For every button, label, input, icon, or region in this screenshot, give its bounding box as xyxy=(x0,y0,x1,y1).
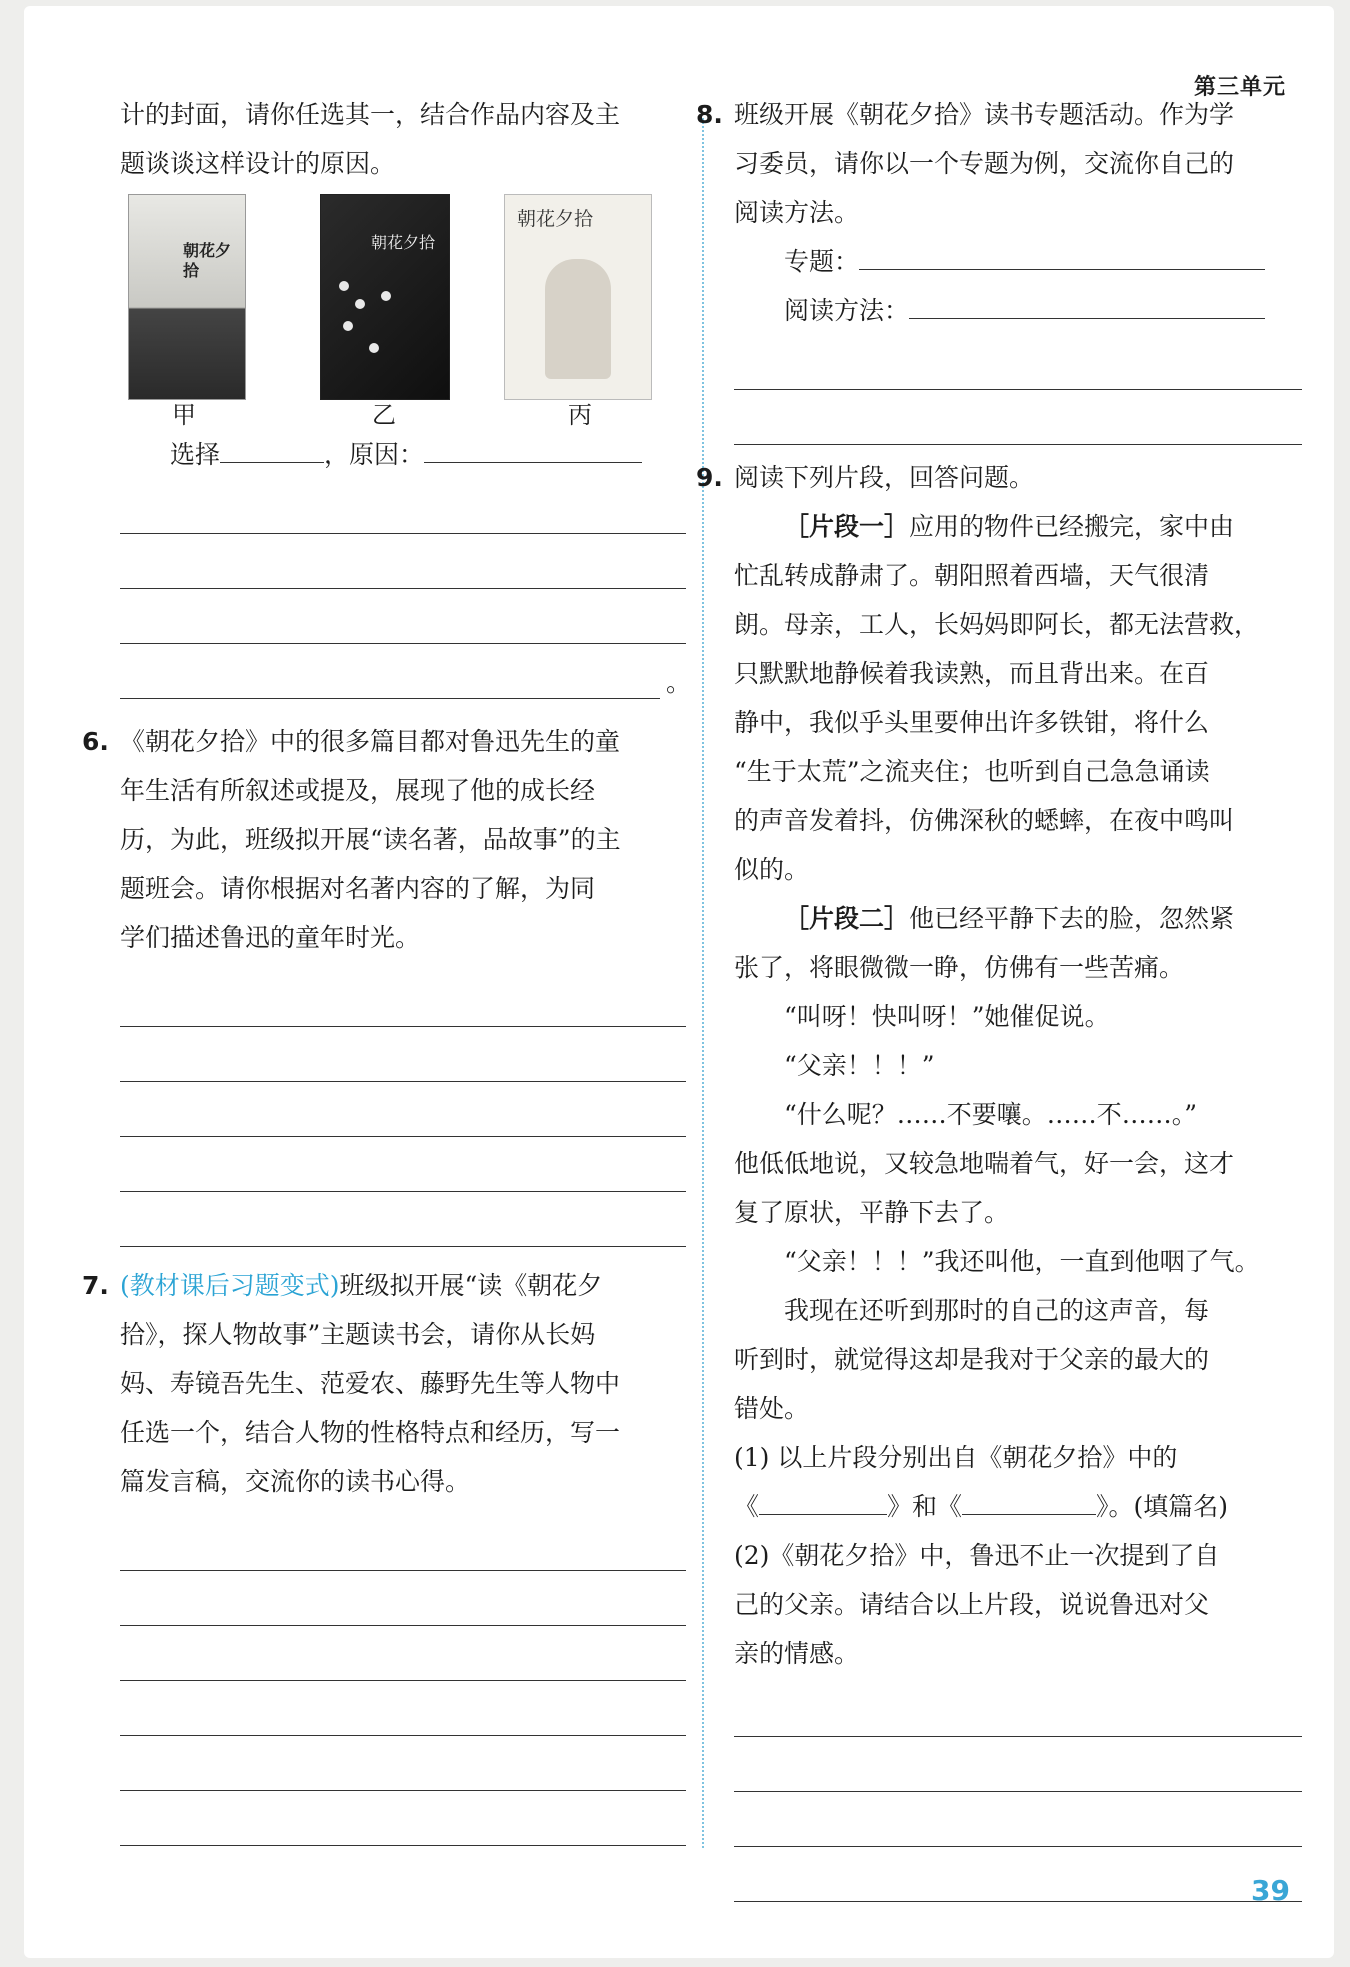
q8-line: 班级开展《朝花夕拾》读书专题活动。作为学 xyxy=(734,100,1235,129)
segment-tag: ［片段二］ xyxy=(784,904,910,933)
title-blank-1[interactable] xyxy=(759,1488,887,1515)
passage-one xyxy=(734,502,1302,894)
passage-two xyxy=(734,894,1302,1433)
blossom-decoration xyxy=(343,321,353,331)
passage-line: 忙乱转成静肃了。朝阳照着西墙，天气很清 xyxy=(734,561,1210,590)
passage-line: “父亲！！！”我还叫他，一直到他咽了气。 xyxy=(784,1247,1260,1276)
passage-line: 复了原状，平静下去了。 xyxy=(734,1198,1010,1227)
reason-blank[interactable] xyxy=(424,436,642,463)
answer-line-final xyxy=(120,644,692,699)
answer-line[interactable] xyxy=(120,1571,686,1626)
passage-line: 的声音发着抖，仿佛深秋的蟋蟀，在夜中鸣叫 xyxy=(734,806,1235,835)
passage-line: 他已经平静下去的脸，忽然紧 xyxy=(909,904,1235,933)
answer-line[interactable] xyxy=(120,1082,686,1137)
cover-label-yi: 乙 xyxy=(372,401,396,429)
dialogue-line: “什么呢？……不要嚷。……不……。” xyxy=(784,1100,1198,1129)
cover-bing-image xyxy=(504,194,652,400)
answer-line[interactable] xyxy=(734,1847,1302,1902)
question-8 xyxy=(696,90,1302,335)
q6-line: 《朝花夕拾》中的很多篇目都对鲁迅先生的童 xyxy=(120,727,621,756)
dialogue-line: “叫呀！快叫呀！”她催促说。 xyxy=(784,1002,1110,1031)
q8-line: 习委员，请你以一个专题为例，交流你自己的 xyxy=(734,149,1235,178)
choose-label: 选择 xyxy=(170,440,221,469)
answer-line[interactable] xyxy=(120,972,686,1027)
answer-line[interactable] xyxy=(734,1682,1302,1737)
answer-line[interactable] xyxy=(734,1737,1302,1792)
sub-question-2: 己的父亲。请结合以上片段，说说鲁迅对父 xyxy=(734,1590,1210,1619)
passage-line: 朗。母亲，工人，长妈妈即阿长，都无法营救， xyxy=(734,610,1260,639)
q6-line: 学们描述鲁迅的童年时光。 xyxy=(120,923,421,952)
sub-question-1-blanks xyxy=(734,1482,1302,1531)
answer-line[interactable] xyxy=(120,1736,686,1791)
q5-choice-row xyxy=(120,430,686,479)
question-number: 7. xyxy=(82,1271,109,1300)
bracket-open: 《 xyxy=(734,1492,760,1521)
choice-blank[interactable] xyxy=(220,436,324,463)
unit-title: 第三单元 xyxy=(1193,75,1286,100)
question-number: 6. xyxy=(82,727,109,756)
answer-line[interactable] xyxy=(120,479,686,534)
method-row xyxy=(734,286,1302,335)
topic-row xyxy=(734,237,1302,286)
cover-label-jia: 甲 xyxy=(172,401,196,429)
q7-line: 班级拟开展“读《朝花夕 xyxy=(339,1271,603,1300)
method-blank[interactable] xyxy=(909,292,1265,319)
answer-line[interactable] xyxy=(120,1137,686,1192)
cover-yi-image xyxy=(320,194,450,400)
answer-line[interactable] xyxy=(120,589,686,644)
passage-line: 静中，我似乎头里要伸出许多铁钳，将什么 xyxy=(734,708,1210,737)
dialogue-line: “父亲！！！” xyxy=(784,1051,935,1080)
passage-line: 只默默地静候着我读熟，而且背出来。在百 xyxy=(734,659,1210,688)
blossom-decoration xyxy=(381,291,391,301)
bracket-mid: 》和《 xyxy=(887,1492,963,1521)
end-mark: 。 xyxy=(666,668,692,697)
q9-intro: 阅读下列片段，回答问题。 xyxy=(734,463,1035,492)
passage-line: “生于太荒”之流夹住；也听到自己急急诵读 xyxy=(734,757,1210,786)
passage-line: 张了，将眼微微一睁，仿佛有一些苦痛。 xyxy=(734,953,1185,982)
q6-line: 年生活有所叙述或提及，展现了他的成长经 xyxy=(120,776,596,805)
segment-tag: ［片段一］ xyxy=(784,512,910,541)
answer-line[interactable] xyxy=(120,644,660,699)
question-7 xyxy=(82,1261,686,1506)
q5-text-line: 题谈谈这样设计的原因。 xyxy=(120,149,396,178)
answer-line[interactable] xyxy=(120,1516,686,1571)
blossom-decoration xyxy=(355,299,365,309)
right-column xyxy=(696,90,1302,1902)
blossom-decoration xyxy=(339,281,349,291)
topic-blank[interactable] xyxy=(859,243,1265,270)
q8-line: 阅读方法。 xyxy=(734,198,860,227)
answer-line[interactable] xyxy=(120,534,686,589)
answer-line[interactable] xyxy=(120,1192,686,1247)
question-number: 8. xyxy=(696,100,723,129)
answer-line[interactable] xyxy=(734,1792,1302,1847)
answer-line[interactable] xyxy=(120,1791,686,1846)
left-column xyxy=(82,90,692,1846)
passage-line: 我现在还听到那时的自己的这声音，每 xyxy=(784,1296,1210,1325)
passage-line: 他低低地说，又较急地喘着气，好一会，这才 xyxy=(734,1149,1235,1178)
textbook-hint: (教材课后习题变式) xyxy=(120,1271,340,1300)
answer-line[interactable] xyxy=(120,1027,686,1082)
bracket-end: 》。(填篇名) xyxy=(1096,1492,1229,1521)
answer-line[interactable] xyxy=(120,1681,686,1736)
answer-line[interactable] xyxy=(120,1626,686,1681)
answer-line[interactable] xyxy=(734,390,1302,445)
reason-label: ，原因： xyxy=(324,440,425,469)
cover-title: 朝花夕拾 xyxy=(517,208,594,230)
q7-line: 妈、寿镜吾先生、范爱农、藤野先生等人物中 xyxy=(120,1369,621,1398)
passage-line: 应用的物件已经搬完，家中由 xyxy=(909,512,1235,541)
method-label: 阅读方法： xyxy=(784,296,910,325)
page-number: 39 xyxy=(1251,1874,1290,1907)
cover-jia-image xyxy=(128,194,246,400)
cover-title: 朝花夕拾 xyxy=(371,233,436,252)
passage-line: 错处。 xyxy=(734,1394,810,1423)
q6-line: 题班会。请你根据对名著内容的了解，为同 xyxy=(120,874,596,903)
cover-label-bing: 丙 xyxy=(568,401,592,429)
passage-line: 听到时，就觉得这却是我对于父亲的最大的 xyxy=(734,1345,1210,1374)
cover-title: 朝花夕拾 xyxy=(183,241,232,280)
question-number: 9. xyxy=(696,463,723,492)
q7-line: 拾》，探人物故事”主题读书会，请你从长妈 xyxy=(120,1320,596,1349)
sub-question-2: 亲的情感。 xyxy=(734,1639,860,1668)
question-6 xyxy=(82,717,686,962)
answer-line[interactable] xyxy=(734,335,1302,390)
illustration-figure xyxy=(545,259,611,379)
passage-line: 似的。 xyxy=(734,855,810,884)
q7-line: 任选一个，结合人物的性格特点和经历，写一 xyxy=(120,1418,621,1447)
workbook-page xyxy=(24,6,1334,1958)
question-9 xyxy=(696,453,1302,1678)
column-divider xyxy=(702,118,704,1848)
blossom-decoration xyxy=(369,343,379,353)
title-blank-2[interactable] xyxy=(962,1488,1096,1515)
sub-question-1: (1) 以上片段分别出自《朝花夕拾》中的 xyxy=(734,1443,1178,1472)
topic-label: 专题： xyxy=(784,247,860,276)
q6-line: 历，为此，班级拟开展“读名著，品故事”的主 xyxy=(120,825,621,854)
q5-text-line: 计的封面，请你任选其一，结合作品内容及主 xyxy=(120,100,621,129)
q7-line: 篇发言稿，交流你的读书心得。 xyxy=(120,1467,471,1496)
cover-images xyxy=(120,194,686,429)
sub-question-2: (2)《朝花夕拾》中，鲁迅不止一次提到了自 xyxy=(734,1541,1220,1570)
